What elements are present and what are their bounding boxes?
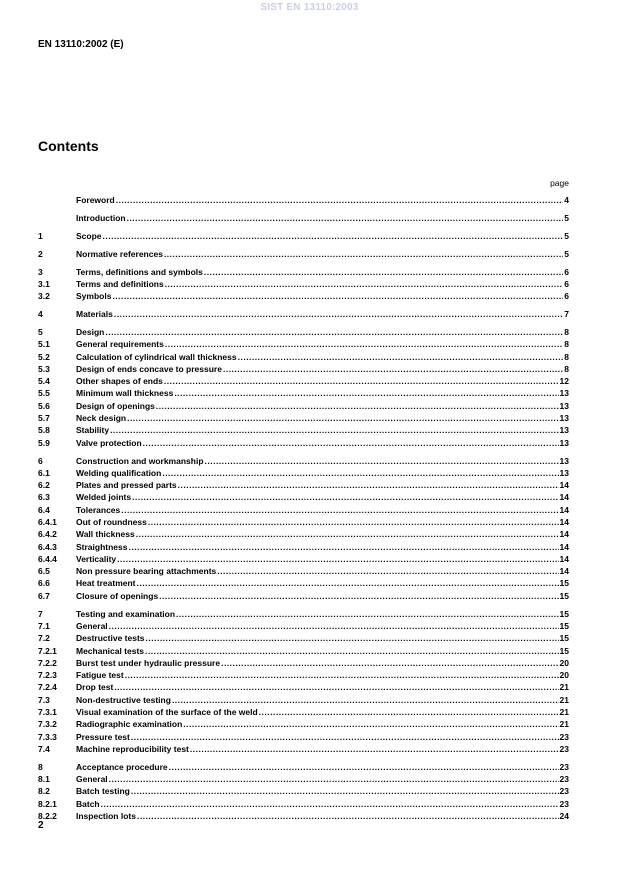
toc-entry-page: 5 [564, 248, 569, 259]
toc-entry-label: General requirements [76, 339, 164, 350]
toc-leader-dots [109, 620, 559, 632]
toc-leader-dots [221, 657, 558, 669]
toc-entry[interactable] [38, 351, 569, 363]
toc-leader-dots [183, 718, 558, 730]
toc-entry-label: Non-destructive testing [76, 694, 171, 705]
toc-entry-label: Non pressure bearing attachments [76, 566, 217, 577]
toc-entry-label: Introduction [76, 212, 126, 223]
toc-entry[interactable] [38, 798, 569, 810]
toc-leader-dots [223, 363, 563, 375]
toc-entry[interactable] [38, 455, 569, 467]
toc-leader-dots [169, 761, 559, 773]
toc-entry[interactable] [38, 773, 569, 785]
toc-entry-label: Radiographic examination [76, 719, 183, 730]
toc-entry-page: 21 [559, 719, 569, 730]
toc-entry[interactable] [38, 491, 569, 503]
toc-entry-page: 21 [559, 682, 569, 693]
toc-entry-page: 6 [564, 278, 569, 289]
toc-entry-label: Design of openings [76, 400, 155, 411]
toc-entry-page: 5 [564, 212, 569, 223]
toc-entry-label: Tolerances [76, 504, 121, 515]
toc-leader-dots [162, 467, 558, 479]
toc-entry[interactable] [38, 375, 569, 387]
toc-entry-number: 5.6 [38, 400, 50, 411]
toc-entry-number: 8.1 [38, 774, 50, 785]
toc-entry-label: Out of roundness [76, 516, 147, 527]
toc-entry-number: 3.2 [38, 291, 50, 302]
toc-entry-number: 5.1 [38, 339, 50, 350]
toc-entry-label: Testing and examination [76, 608, 176, 619]
toc-entry-number: 6.1 [38, 467, 50, 478]
toc-entry-label: Mechanical tests [76, 645, 145, 656]
toc-entry[interactable] [38, 608, 569, 620]
toc-leader-dots [116, 194, 564, 206]
toc-leader-dots [103, 230, 564, 242]
toc-entry-number: 8.2.2 [38, 811, 57, 821]
toc-entry[interactable] [38, 363, 569, 375]
toc-entry-number: 5 [38, 326, 43, 337]
toc-entry-page: 8 [564, 326, 569, 337]
toc-entry[interactable] [38, 810, 569, 822]
toc-entry-label: Batch testing [76, 786, 130, 797]
toc-entry[interactable] [38, 338, 569, 350]
toc-entry-label: Straightness [76, 541, 128, 552]
toc-entry-label: Scope [76, 230, 102, 241]
toc-entry-label: General [76, 774, 108, 785]
toc-entry[interactable] [38, 541, 569, 553]
toc-entry-page: 21 [559, 694, 569, 705]
toc-entry[interactable] [38, 308, 569, 320]
toc-entry-page: 14 [559, 566, 569, 577]
toc-entry-number: 5.9 [38, 437, 50, 448]
toc-entry-page: 23 [559, 786, 569, 797]
toc-entry-page: 13 [559, 413, 569, 424]
toc-entry[interactable] [38, 785, 569, 797]
toc-entry-number: 7.2 [38, 633, 50, 644]
toc-leader-dots [101, 798, 559, 810]
toc-entry-number: 5.5 [38, 388, 50, 399]
toc-entry[interactable] [38, 387, 569, 399]
toc-leader-dots [148, 516, 559, 528]
toc-leader-dots [205, 455, 559, 467]
toc-entry-page: 15 [559, 620, 569, 631]
toc-entry-page: 7 [564, 309, 569, 320]
toc-entry[interactable] [38, 290, 569, 302]
toc-entry-label: Minimum wall thickness [76, 388, 174, 399]
toc-entry-number: 6.4.1 [38, 516, 57, 527]
toc-entry-label: General [76, 620, 108, 631]
toc-entry-label: Inspection lots [76, 811, 136, 821]
toc-entry-label: Materials [76, 309, 113, 320]
toc-entry[interactable] [38, 467, 569, 479]
toc-entry-label: Symbols [76, 291, 112, 302]
toc-entry-page: 23 [559, 761, 569, 772]
toc-leader-dots [137, 577, 559, 589]
toc-entry-number: 6.4.2 [38, 529, 57, 540]
toc-entry-number: 7.2.2 [38, 657, 57, 668]
toc-entry-page: 14 [559, 516, 569, 527]
toc-entry-number: 8 [38, 761, 43, 772]
toc-entry-label: Plates and pressed parts [76, 480, 177, 491]
toc-entry[interactable] [38, 718, 569, 730]
toc-entry-page: 15 [559, 590, 569, 601]
toc-entry[interactable] [38, 248, 569, 260]
toc-entry-number: 6.6 [38, 578, 50, 589]
toc-entry-number: 3 [38, 266, 43, 277]
toc-entry-label: Heat treatment [76, 578, 136, 589]
toc-leader-dots [121, 504, 558, 516]
toc-entry-label: Construction and workmanship [76, 455, 204, 466]
table-of-contents [38, 194, 569, 822]
toc-entry[interactable] [38, 212, 569, 224]
toc-entry[interactable] [38, 479, 569, 491]
toc-entry-page: 14 [559, 480, 569, 491]
toc-entry-label: Foreword [76, 195, 115, 205]
toc-entry-label: Terms, definitions and symbols [76, 266, 203, 277]
toc-entry-number: 6.3 [38, 492, 50, 503]
toc-leader-dots [114, 308, 563, 320]
toc-entry-page: 13 [559, 425, 569, 436]
toc-entry-page: 20 [559, 657, 569, 668]
toc-entry[interactable] [38, 731, 569, 743]
toc-entry-page: 5 [564, 230, 569, 241]
toc-entry[interactable] [38, 694, 569, 706]
toc-entry-page: 13 [559, 400, 569, 411]
toc-entry-page: 23 [559, 798, 569, 809]
toc-entry-page: 8 [564, 363, 569, 374]
toc-entry-number: 5.7 [38, 413, 50, 424]
toc-entry-page: 13 [559, 467, 569, 478]
toc-entry-page: 14 [559, 504, 569, 515]
toc-entry-number: 7.2.3 [38, 670, 57, 681]
toc-entry-number: 6 [38, 455, 43, 466]
toc-entry-page: 15 [559, 633, 569, 644]
toc-leader-dots [136, 528, 559, 540]
toc-entry-label: Batch [76, 798, 100, 809]
toc-entry-number: 2 [38, 248, 43, 259]
toc-entry-label: Wall thickness [76, 529, 135, 540]
toc-leader-dots [238, 351, 564, 363]
toc-leader-dots [164, 248, 563, 260]
toc-entry-label: Acceptance procedure [76, 761, 168, 772]
toc-leader-dots [204, 266, 563, 278]
toc-entry-page: 8 [564, 351, 569, 362]
toc-entry[interactable] [38, 412, 569, 424]
toc-entry-page: 6 [564, 266, 569, 277]
toc-leader-dots [131, 731, 559, 743]
toc-entry-page: 4 [564, 195, 569, 205]
toc-leader-dots [109, 773, 559, 785]
toc-leader-dots [127, 412, 558, 424]
toc-entry-number: 8.2 [38, 786, 50, 797]
page-column-label: page [550, 178, 569, 188]
toc-entry-number: 1 [38, 230, 43, 241]
toc-entry-label: Machine reproducibility test [76, 743, 189, 754]
toc-entry-label: Other shapes of ends [76, 376, 163, 387]
toc-entry-label: Closure of openings [76, 590, 159, 601]
toc-entry-label: Design of ends concave to pressure [76, 363, 222, 374]
toc-leader-dots [132, 491, 558, 503]
toc-entry[interactable] [38, 706, 569, 718]
page-number: 2 [38, 820, 44, 831]
toc-entry-page: 8 [564, 339, 569, 350]
toc-entry-page: 14 [559, 492, 569, 503]
toc-entry-number: 7.4 [38, 743, 50, 754]
toc-entry-page: 15 [559, 578, 569, 589]
toc-entry[interactable] [38, 326, 569, 338]
toc-leader-dots [127, 212, 564, 224]
toc-entry-number: 7.2.4 [38, 682, 57, 693]
toc-leader-dots [178, 479, 559, 491]
toc-entry-number: 6.4.4 [38, 553, 57, 564]
toc-entry-page: 23 [559, 731, 569, 742]
toc-entry[interactable] [38, 565, 569, 577]
toc-entry[interactable] [38, 743, 569, 755]
toc-entry-number: 5.8 [38, 425, 50, 436]
toc-entry-number: 5.2 [38, 351, 50, 362]
toc-leader-dots [114, 681, 558, 693]
toc-entry[interactable] [38, 590, 569, 602]
toc-entry[interactable] [38, 278, 569, 290]
toc-leader-dots [190, 743, 559, 755]
toc-entry-page: 13 [559, 437, 569, 448]
toc-entry-page: 13 [559, 455, 569, 466]
toc-leader-dots [105, 326, 563, 338]
toc-leader-dots [217, 565, 558, 577]
toc-entry-number: 6.7 [38, 590, 50, 601]
toc-entry-label: Design [76, 326, 105, 337]
toc-entry-page: 24 [559, 811, 569, 821]
toc-entry-label: Visual examination of the surface of the weld [76, 707, 258, 718]
toc-leader-dots [174, 387, 558, 399]
toc-leader-dots [131, 785, 559, 797]
toc-entry-page: 15 [559, 645, 569, 656]
toc-entry-number: 6.5 [38, 566, 50, 577]
toc-entry-label: Welded joints [76, 492, 132, 503]
toc-entry-page: 20 [559, 670, 569, 681]
toc-entry-number: 7.3 [38, 694, 50, 705]
toc-entry-label: Welding qualification [76, 467, 162, 478]
toc-leader-dots [143, 437, 559, 449]
toc-leader-dots [145, 645, 559, 657]
toc-leader-dots [176, 608, 559, 620]
toc-entry-label: Normative references [76, 248, 163, 259]
toc-entry-number: 5.3 [38, 363, 50, 374]
toc-entry[interactable] [38, 424, 569, 436]
toc-entry-label: Drop test [76, 682, 114, 693]
toc-entry[interactable] [38, 437, 569, 449]
toc-entry-number: 7.3.1 [38, 707, 57, 718]
toc-entry-page: 14 [559, 553, 569, 564]
toc-entry[interactable] [38, 194, 569, 206]
toc-entry[interactable] [38, 632, 569, 644]
toc-entry-page: 14 [559, 541, 569, 552]
toc-entry-number: 5.4 [38, 376, 50, 387]
toc-entry-number: 6.4.3 [38, 541, 57, 552]
toc-entry[interactable] [38, 504, 569, 516]
document-header: EN 13110:2002 (E) [38, 39, 124, 50]
toc-entry[interactable] [38, 681, 569, 693]
page-title: Contents [38, 138, 99, 154]
toc-leader-dots [117, 553, 558, 565]
toc-entry-number: 8.2.1 [38, 798, 57, 809]
toc-entry-label: Terms and definitions [76, 278, 164, 289]
toc-entry-page: 21 [559, 707, 569, 718]
toc-entry-page: 23 [559, 774, 569, 785]
toc-leader-dots [129, 541, 559, 553]
toc-leader-dots [259, 706, 559, 718]
toc-leader-dots [165, 278, 564, 290]
toc-entry[interactable] [38, 645, 569, 657]
toc-entry[interactable] [38, 516, 569, 528]
toc-entry-number: 4 [38, 309, 43, 320]
toc-entry-number: 3.1 [38, 278, 50, 289]
toc-entry-page: 6 [564, 291, 569, 302]
toc-leader-dots [159, 590, 558, 602]
toc-entry-label: Stability [76, 425, 110, 436]
toc-entry[interactable] [38, 577, 569, 589]
toc-entry-label: Fatigue test [76, 670, 124, 681]
toc-leader-dots [156, 400, 559, 412]
toc-leader-dots [125, 669, 559, 681]
toc-leader-dots [146, 632, 559, 644]
toc-entry-number: 7.3.2 [38, 719, 57, 730]
toc-entry-page: 12 [559, 376, 569, 387]
toc-entry[interactable] [38, 657, 569, 669]
toc-entry-page: 14 [559, 529, 569, 540]
toc-entry-number: 7.2.1 [38, 645, 57, 656]
toc-entry[interactable] [38, 669, 569, 681]
toc-entry-page: 13 [559, 388, 569, 399]
toc-entry-number: 7.1 [38, 620, 50, 631]
toc-entry[interactable] [38, 230, 569, 242]
toc-entry-number: 7 [38, 608, 43, 619]
toc-entry-number: 6.2 [38, 480, 50, 491]
toc-leader-dots [112, 290, 563, 302]
toc-entry-number: 6.4 [38, 504, 50, 515]
toc-entry-label: Valve protection [76, 437, 142, 448]
toc-entry[interactable] [38, 400, 569, 412]
toc-leader-dots [172, 694, 559, 706]
toc-entry-label: Destructive tests [76, 633, 145, 644]
toc-entry[interactable] [38, 620, 569, 632]
watermark: SIST EN 13110:2003 [260, 2, 359, 13]
toc-entry-number: 7.3.3 [38, 731, 57, 742]
toc-entry[interactable] [38, 553, 569, 565]
toc-entry-page: 23 [559, 743, 569, 754]
toc-entry-label: Neck design [76, 413, 127, 424]
toc-entry[interactable] [38, 761, 569, 773]
toc-entry-label: Pressure test [76, 731, 130, 742]
toc-leader-dots [164, 375, 559, 387]
toc-leader-dots [165, 338, 563, 350]
toc-entry[interactable] [38, 266, 569, 278]
toc-entry-label: Verticality [76, 553, 117, 564]
toc-leader-dots [110, 424, 558, 436]
toc-entry[interactable] [38, 528, 569, 540]
toc-entry-page: 15 [559, 608, 569, 619]
toc-entry-label: Burst test under hydraulic pressure [76, 657, 221, 668]
toc-leader-dots [137, 810, 559, 822]
toc-entry-label: Calculation of cylindrical wall thickness [76, 351, 237, 362]
